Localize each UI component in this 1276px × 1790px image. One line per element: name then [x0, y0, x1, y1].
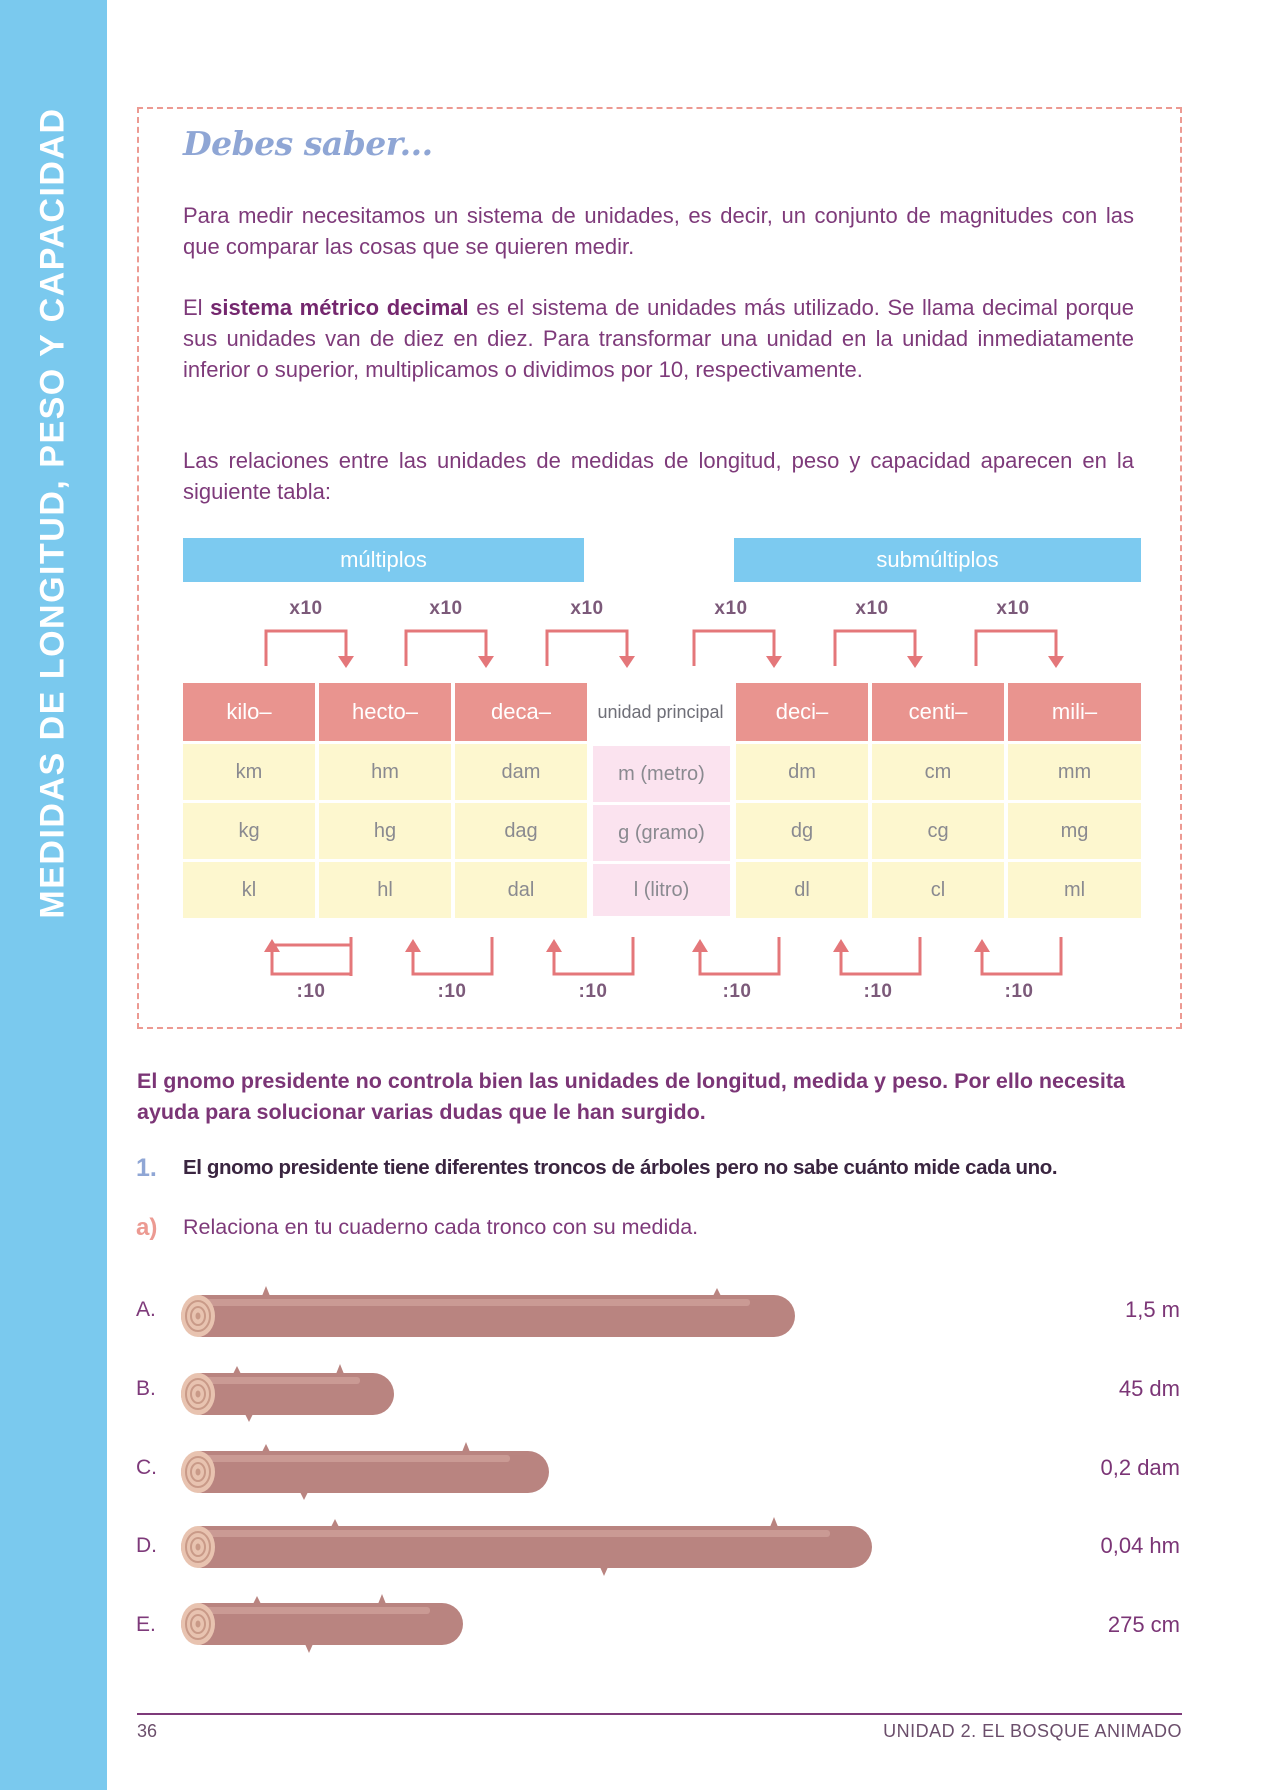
submultiples-band: submúltiplos — [734, 538, 1141, 582]
question-text: El gnomo presidente tiene diferentes troncos de árboles pero no sabe cuánto mide cada uno. — [183, 1156, 1058, 1179]
log-letter: B. — [136, 1377, 156, 1400]
divide-label: :10 — [437, 981, 467, 1002]
log-letter: E. — [136, 1613, 156, 1636]
table-cell: cl — [872, 862, 1004, 918]
divide-label: :10 — [578, 981, 608, 1002]
log-letter: D. — [136, 1534, 157, 1557]
log-letter: A. — [136, 1298, 156, 1321]
log-measure: 0,04 hm — [1100, 1533, 1180, 1558]
p2-bold: sistema métrico decimal — [210, 295, 469, 320]
table-cell: dl — [736, 862, 868, 918]
log-measure: 45 dm — [1118, 1376, 1180, 1401]
header-kilo: kilo– — [183, 683, 315, 741]
side-title: MEDIDAS DE LONGITUD, PESO Y CAPACIDAD — [33, 107, 72, 919]
divide-label: :10 — [296, 981, 326, 1002]
table-cell: dm — [736, 744, 868, 800]
table-cell: hg — [319, 803, 451, 859]
log-measure: 0,2 dam — [1100, 1455, 1180, 1480]
table-cell: mm — [1008, 744, 1141, 800]
table-cell: g (gramo) — [593, 805, 730, 861]
divide-label: :10 — [863, 981, 893, 1002]
table-cell: dal — [455, 862, 587, 918]
paragraph-table-intro: Las relaciones entre las unidades de medidas de longitud, peso y capacidad aparecen en la siguiente tabla: — [183, 448, 1134, 504]
page-number: 36 — [137, 1721, 158, 1741]
times-label: x10 — [996, 598, 1030, 619]
table-cell: m (metro) — [593, 746, 730, 802]
table-cell: hm — [319, 744, 451, 800]
table-cell: dag — [455, 803, 587, 859]
times-label: x10 — [714, 598, 748, 619]
times-label: x10 — [289, 598, 323, 619]
log-letter: C. — [136, 1456, 157, 1479]
multiples-band: múltiplos — [183, 538, 584, 582]
sub-question-text: Relaciona en tu cuaderno cada tronco con su medida. — [183, 1215, 699, 1239]
p2-post: es el sistema de unidades más utilizado. Se llama decimal porque sus unidades van de diez en diez. Para transformar una unidad en la unidad inmediatamente inferior o superior, multiplicamos o dividimos por 10, respectivamente. — [183, 295, 1134, 382]
header-centi: centi– — [872, 683, 1004, 741]
table-cell: kg — [183, 803, 315, 859]
header-deci: deci– — [736, 683, 868, 741]
paragraph-units: Para medir necesitamos un sistema de unidades, es decir, un conjunto de magnitudes con las que comparar las cosas que se quieren medir. — [183, 203, 1134, 259]
table-cell: l (litro) — [593, 864, 730, 916]
table-cell: hl — [319, 862, 451, 918]
unit-title: UNIDAD 2. EL BOSQUE ANIMADO — [883, 1721, 1182, 1741]
log-b — [181, 1364, 394, 1422]
paragraph-metric-system — [183, 292, 1134, 385]
divide-label: :10 — [1004, 981, 1034, 1002]
question-number: 1. — [136, 1154, 157, 1182]
table-cell: cm — [872, 744, 1004, 800]
intro-text: El gnomo presidente no controla bien las unidades de longitud, medida y peso. Por ello necesita ayuda para solucionar varias dudas que le han surgido. — [137, 1069, 1125, 1124]
table-cell: km — [183, 744, 315, 800]
table-cell: kl — [183, 862, 315, 918]
header-hecto: hecto– — [319, 683, 451, 741]
times-label: x10 — [855, 598, 889, 619]
box-title: Debes saber... — [183, 124, 433, 163]
header-deca: deca– — [455, 683, 587, 741]
table-cell: dg — [736, 803, 868, 859]
p2-pre: El — [183, 295, 211, 320]
table-cell: cg — [872, 803, 1004, 859]
log-measure: 1,5 m — [1124, 1297, 1180, 1322]
header-unidad-principal: unidad principal — [591, 683, 730, 741]
times-label: x10 — [570, 598, 604, 619]
side-band — [0, 0, 107, 1790]
footer-divider — [137, 1713, 1182, 1715]
times-label: x10 — [429, 598, 463, 619]
divide-label: :10 — [722, 981, 752, 1002]
table-cell: mg — [1008, 803, 1141, 859]
log-a — [181, 1286, 795, 1337]
table-cell: dam — [455, 744, 587, 800]
table-cell: ml — [1008, 862, 1141, 918]
header-mili: mili– — [1008, 683, 1141, 741]
log-e — [181, 1594, 463, 1653]
log-d — [181, 1517, 872, 1576]
log-measure: 275 cm — [1107, 1612, 1180, 1637]
sub-question-label: a) — [136, 1214, 158, 1241]
log-c — [181, 1442, 549, 1500]
